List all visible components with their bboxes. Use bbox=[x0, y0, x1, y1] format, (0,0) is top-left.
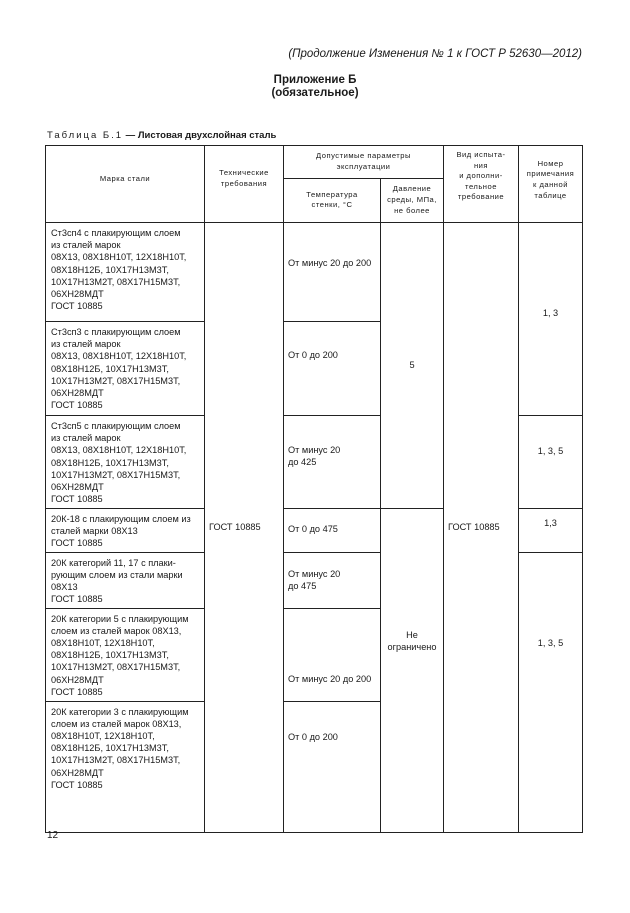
cell-line: не более bbox=[394, 205, 430, 215]
cell-line: 06ХН28МДТ bbox=[51, 289, 104, 300]
tech-req-cell: ГОСТ 10885 bbox=[205, 223, 284, 833]
column-header-note-number bbox=[519, 146, 583, 223]
cell-line: 08Х13 bbox=[51, 582, 78, 593]
steel-table bbox=[45, 145, 583, 833]
cell-line: 08Х18Н12Б, 10Х17Н13М3Т, bbox=[51, 743, 169, 754]
cell-line: ГОСТ 10885 bbox=[51, 594, 103, 605]
cell-line: 06ХН28МДТ bbox=[51, 482, 104, 493]
pressure-cell bbox=[381, 509, 444, 833]
cell-line: до 425 bbox=[288, 457, 317, 468]
cell-line: ГОСТ 10885 bbox=[51, 779, 103, 790]
steel-grade-cell bbox=[46, 322, 205, 416]
cell-line: из сталей марок bbox=[51, 433, 121, 444]
column-header-tech-req bbox=[205, 146, 284, 223]
table-caption bbox=[47, 130, 276, 141]
steel-grade-cell bbox=[46, 416, 205, 509]
cell-line: эксплуатации bbox=[336, 161, 391, 171]
temperature-cell bbox=[284, 552, 381, 608]
cell-line: Не bbox=[406, 630, 418, 640]
cell-line: ГОСТ 10885 bbox=[51, 301, 103, 312]
steel-grade-cell bbox=[46, 223, 205, 322]
cell-line: из сталей марок bbox=[51, 339, 121, 350]
page-number: 12 bbox=[47, 830, 59, 841]
cell-line: требования bbox=[220, 179, 268, 188]
cell-line: 08Х18Н12Б, 10Х17Н13М3Т, bbox=[51, 650, 169, 661]
column-header-params-group bbox=[284, 146, 444, 179]
cell-line: из сталей марок bbox=[51, 240, 121, 251]
cell-line: 20К-18 с плакирующим слоем из bbox=[51, 514, 191, 524]
cell-line: тельное bbox=[465, 181, 497, 191]
appendix-title: Приложение Б bbox=[273, 74, 357, 86]
cell-line: 08Х18Н12Б, 10Х17Н13М3Т, bbox=[51, 363, 169, 374]
cell-line: Ст3сп5 с плакирующим слоем bbox=[51, 421, 181, 431]
appendix-subtitle: (обязательное) bbox=[271, 87, 359, 99]
temperature-cell: От 0 до 475 bbox=[284, 509, 381, 553]
cell-line: слоем из сталей марок 08Х13, bbox=[51, 625, 182, 636]
cell-line: Температура bbox=[306, 189, 358, 199]
pressure-cell: 5 bbox=[381, 223, 444, 509]
cell-line: ГОСТ 10885 bbox=[51, 538, 103, 549]
cell-line: 06ХН28МДТ bbox=[51, 388, 104, 399]
cell-line: Номер bbox=[537, 158, 564, 168]
column-header-pressure bbox=[381, 178, 444, 222]
cell-line: к данной bbox=[533, 180, 568, 189]
steel-grade-cell bbox=[46, 608, 205, 701]
cell-line: 20К категории 3 с плакирующим bbox=[51, 706, 189, 717]
cell-line: ния bbox=[473, 160, 489, 170]
table-caption-dash: — bbox=[123, 130, 138, 141]
steel-grade-cell bbox=[46, 552, 205, 608]
cell-line: 06ХН28МДТ bbox=[51, 674, 104, 685]
note-number-cell: 1, 3, 5 bbox=[519, 416, 583, 509]
cell-line: слоем из сталей марок 08Х13, bbox=[51, 718, 182, 729]
cell-line: От минус 20 bbox=[288, 445, 341, 455]
temperature-cell: От 0 до 200 bbox=[284, 322, 381, 416]
cell-line: сталей марки 08Х13 bbox=[51, 526, 138, 537]
cell-line: до 475 bbox=[288, 580, 317, 591]
cell-line: ГОСТ 10885 bbox=[51, 400, 103, 411]
cell-line: и дополни- bbox=[459, 171, 503, 181]
cell-line: 20К категории 5 с плакирующим bbox=[51, 613, 189, 624]
cell-line: 10Х17Н13М2Т, 08Х17Н15М3Т, bbox=[51, 375, 181, 386]
note-number-cell: 1, 3, 5 bbox=[519, 552, 583, 832]
temperature-cell: От 0 до 200 bbox=[284, 701, 381, 832]
table-caption-prefix: Таблица Б.1 bbox=[47, 130, 124, 141]
cell-line: таблице bbox=[534, 190, 567, 200]
cell-line: Ст3сп3 с плакирующим слоем bbox=[51, 327, 181, 337]
temperature-cell: От минус 20 до 200 bbox=[284, 223, 381, 322]
cell-line: 20К категорий 11, 17 с плаки- bbox=[51, 557, 176, 568]
cell-line: Вид испыта- bbox=[456, 150, 506, 159]
cell-line: 10Х17Н13М2Т, 08Х17Н15М3Т, bbox=[51, 662, 181, 673]
test-type-cell: ГОСТ 10885 bbox=[444, 223, 519, 833]
column-header-test-type bbox=[444, 146, 519, 223]
note-number-cell: 1,3 bbox=[519, 509, 583, 553]
cell-line: Давление bbox=[392, 184, 432, 194]
cell-line: среды, МПа, bbox=[387, 195, 437, 205]
temperature-cell: От минус 20 до 200 bbox=[284, 608, 381, 701]
header-note: (Продолжение Изменения № 1 к ГОСТ Р 52630—2012) bbox=[288, 48, 582, 60]
cell-line: ограничено bbox=[387, 642, 437, 653]
cell-line: требование bbox=[457, 192, 505, 202]
cell-line: 10Х17Н13М2Т, 08Х17Н15М3Т, bbox=[51, 755, 181, 766]
cell-line: Ст3сп4 с плакирующим слоем bbox=[51, 228, 181, 238]
note-number-cell: 1, 3 bbox=[519, 223, 583, 416]
cell-line: 06ХН28МДТ bbox=[51, 767, 104, 778]
appendix-heading bbox=[0, 74, 630, 100]
cell-line: 08Х18Н12Б, 10Х17Н13М3Т, bbox=[51, 457, 169, 468]
cell-line: От минус 20 bbox=[288, 568, 341, 579]
cell-line: 10Х17Н13М2Т, 08Х17Н15М3Т, bbox=[51, 469, 181, 480]
steel-grade-cell bbox=[46, 701, 205, 832]
cell-line: 08Х18Н10Т, 12Х18Н10Т, bbox=[51, 731, 155, 742]
column-header-temperature bbox=[284, 178, 381, 222]
cell-line: 08Х18Н12Б, 10Х17Н13М3Т, bbox=[51, 264, 169, 275]
cell-line: стенки, °С bbox=[311, 200, 353, 210]
cell-line: Допустимые параметры bbox=[316, 151, 411, 161]
cell-line: ГОСТ 10885 bbox=[51, 686, 103, 697]
cell-line: Технические bbox=[219, 168, 269, 178]
cell-line: 10Х17Н13М2Т, 08Х17Н15М3Т, bbox=[51, 276, 181, 287]
cell-line: 08Х13, 08Х18Н10Т, 12Х18Н10Т, bbox=[51, 351, 187, 362]
cell-line: 08Х18Н10Т, 12Х18Н10Т, bbox=[51, 638, 155, 649]
column-header-grade: Марка стали bbox=[46, 146, 205, 223]
cell-line: ГОСТ 10885 bbox=[51, 494, 103, 505]
cell-line: примечания bbox=[526, 169, 575, 179]
cell-line: 08Х13, 08Х18Н10Т, 12Х18Н10Т, bbox=[51, 252, 187, 263]
table-caption-title: Листовая двухслойная сталь bbox=[137, 130, 277, 141]
cell-line: 08Х13, 08Х18Н10Т, 12Х18Н10Т, bbox=[51, 445, 187, 456]
temperature-cell bbox=[284, 416, 381, 509]
cell-line: рующим слоем из стали марки bbox=[51, 569, 183, 580]
steel-grade-cell bbox=[46, 509, 205, 553]
